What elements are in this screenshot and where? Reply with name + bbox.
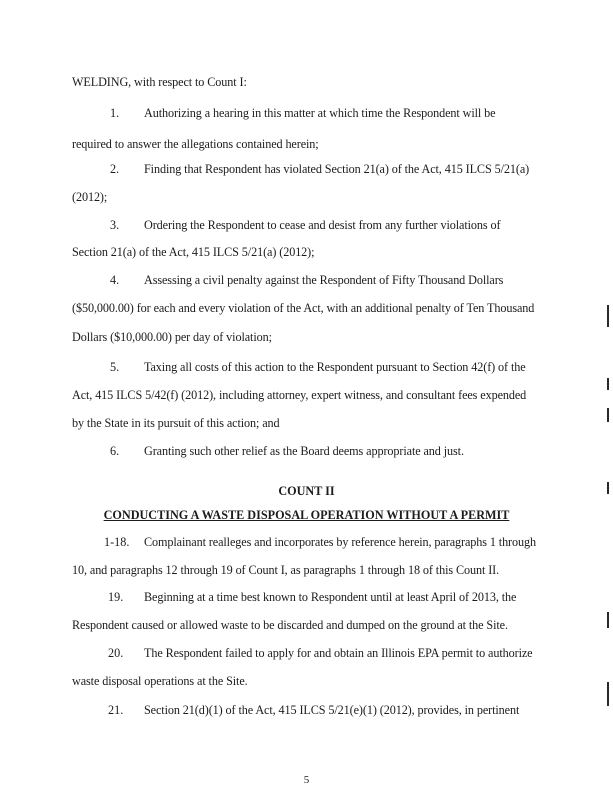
paragraph-text: Beginning at a time best known to Respondent until at least April of 2013, the [144, 590, 517, 604]
paragraph-text: 10, and paragraphs 12 through 19 of Count I, as paragraphs 1 through 18 of this Count II. [72, 563, 500, 577]
paragraph-text: Respondent caused or allowed waste to be discarded and dumped on the ground at the Site. [72, 618, 508, 632]
scan-edge-mark [607, 612, 609, 628]
prayer-item-number: 1. [110, 106, 120, 120]
prayer-item-number: 3. [110, 218, 120, 232]
prayer-item-text: Taxing all costs of this action to the Respondent pursuant to Section 42(f) of the [144, 360, 526, 374]
prayer-item-number: 4. [110, 273, 120, 287]
prayer-item-text: ($50,000.00) for each and every violation of the Act, with an additional penalty of Ten Thousand [72, 301, 535, 315]
prayer-item-text: Granting such other relief as the Board deems appropriate and just. [144, 444, 464, 458]
prayer-item-text: Assessing a civil penalty against the Respondent of Fifty Thousand Dollars [144, 273, 504, 287]
paragraph-number: 21. [108, 703, 124, 717]
prayer-item-text: by the State in its pursuit of this action; and [72, 416, 280, 430]
prayer-item-number: 6. [110, 444, 120, 458]
paragraph-number: 20. [108, 646, 124, 660]
prayer-item-text: Section 21(a) of the Act, 415 ILCS 5/21(a) (2012); [72, 245, 315, 259]
prayer-item-text: Authorizing a hearing in this matter at which time the Respondent will be [144, 106, 496, 120]
scan-edge-mark [607, 305, 609, 327]
opening-line: WELDING, with respect to Count I: [72, 75, 247, 89]
prayer-item-text: Dollars ($10,000.00) per day of violation; [72, 330, 272, 344]
prayer-item-number: 2. [110, 162, 120, 176]
count-subheading-text: CONDUCTING A WASTE DISPOSAL OPERATION WITHOUT A PERMIT [103, 508, 510, 522]
scan-edge-mark [607, 378, 609, 390]
prayer-item-text: Ordering the Respondent to cease and desist from any further violations of [144, 218, 501, 232]
prayer-item-text: Finding that Respondent has violated Section 21(a) of the Act, 415 ILCS 5/21(a) [144, 162, 530, 176]
prayer-item-text: required to answer the allegations contained herein; [72, 137, 319, 151]
paragraph-text: The Respondent failed to apply for and obtain an Illinois EPA permit to authorize [144, 646, 533, 660]
paragraph-text: waste disposal operations at the Site. [72, 674, 248, 688]
paragraph-number: 1-18. [104, 535, 130, 549]
page-number: 5 [303, 774, 310, 786]
paragraph-text: Complainant realleges and incorporates by reference herein, paragraphs 1 through [144, 535, 536, 549]
scan-edge-mark [607, 408, 609, 422]
count-heading: COUNT II [278, 484, 335, 498]
scan-edge-mark [607, 682, 609, 706]
paragraph-text: Section 21(d)(1) of the Act, 415 ILCS 5/21(e)(1) (2012), provides, in pertinent [144, 703, 520, 717]
paragraph-number: 19. [108, 590, 124, 604]
count-subheading [0, 508, 613, 523]
prayer-item-number: 5. [110, 360, 120, 374]
scan-edge-mark [607, 482, 609, 494]
prayer-item-text: (2012); [72, 190, 108, 204]
prayer-item-text: Act, 415 ILCS 5/42(f) (2012), including attorney, expert witness, and consultant fees expended [72, 388, 527, 402]
